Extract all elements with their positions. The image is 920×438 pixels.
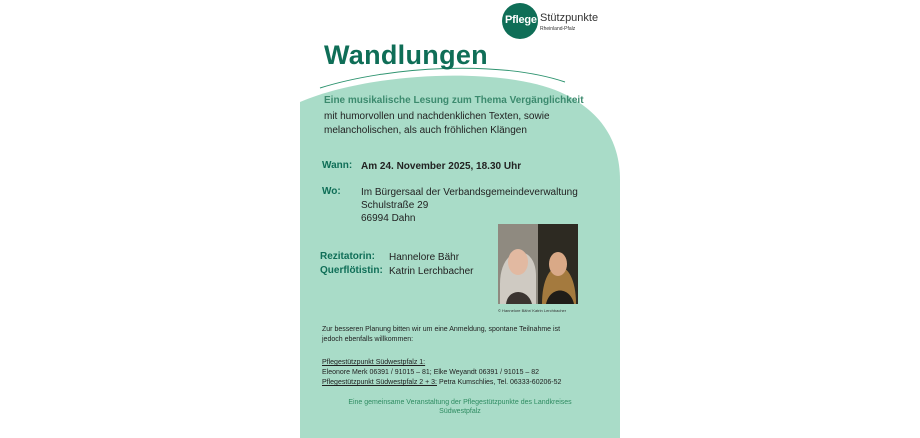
description-line: mit humorvollen und nachdenklichen Texten, sowie	[324, 111, 550, 122]
flyer-page	[300, 0, 620, 438]
where-value	[361, 186, 578, 225]
contact-line-1: Eleonore Merk 06391 / 91015 – 81; Elke Weyandt 06391 / 91015 – 82	[322, 369, 540, 376]
when-value: Am 24. November 2025, 18.30 Uhr	[361, 161, 522, 172]
pflegestuetzpunkte-logo	[502, 3, 608, 39]
registration-line: jedoch ebenfalls willkommen:	[322, 336, 414, 343]
where-label: Wo:	[322, 186, 341, 197]
footer-line: Südwestpfalz	[439, 408, 481, 415]
contact-block	[322, 358, 561, 388]
reciter-name: Hannelore Bähr	[389, 252, 460, 263]
address-line: Im Bürgersaal der Verbandsgemeindeverwaltung	[361, 187, 578, 198]
flutist-name: Katrin Lerchbacher	[389, 266, 474, 277]
registration-note	[322, 325, 560, 345]
description-line: melancholischen, als auch fröhlichen Klängen	[324, 125, 527, 136]
logo-region: Rheinland-Pfalz	[540, 26, 576, 32]
event-title: Wandlungen	[324, 40, 488, 70]
performers-photo	[498, 224, 578, 304]
flutist-label: Querflötistin:	[320, 265, 383, 276]
footer-line: Eine gemeinsame Veranstaltung der Pflegestützpunkte des Landkreises	[348, 399, 572, 406]
when-label: Wann:	[322, 160, 353, 171]
event-subtitle: Eine musikalische Lesung zum Thema Vergänglichkeit	[324, 95, 584, 106]
contact-line-2: Petra Kumschlies, Tel. 06333-60206-52	[437, 379, 562, 386]
address-line: Schulstraße 29	[361, 200, 429, 211]
registration-line: Zur besseren Planung bitten wir um eine Anmeldung, spontane Teilnahme ist	[322, 326, 561, 333]
event-description	[324, 110, 550, 138]
address-line: 66994 Dahn	[361, 213, 416, 224]
contact-heading-1: Pflegestützpunkt Südwestpfalz 1:	[322, 359, 426, 366]
footer-note	[320, 398, 600, 416]
logo-name: Stützpunkte	[540, 12, 599, 24]
reciter-label: Rezitatorin:	[320, 251, 375, 262]
contact-heading-2: Pflegestützpunkt Südwestpfalz 2 + 3:	[322, 379, 437, 386]
logo-mark: Pflege	[505, 14, 537, 26]
photo-credit: © Hannelore Bähr/ Katrin Lerchbacher	[498, 308, 567, 313]
